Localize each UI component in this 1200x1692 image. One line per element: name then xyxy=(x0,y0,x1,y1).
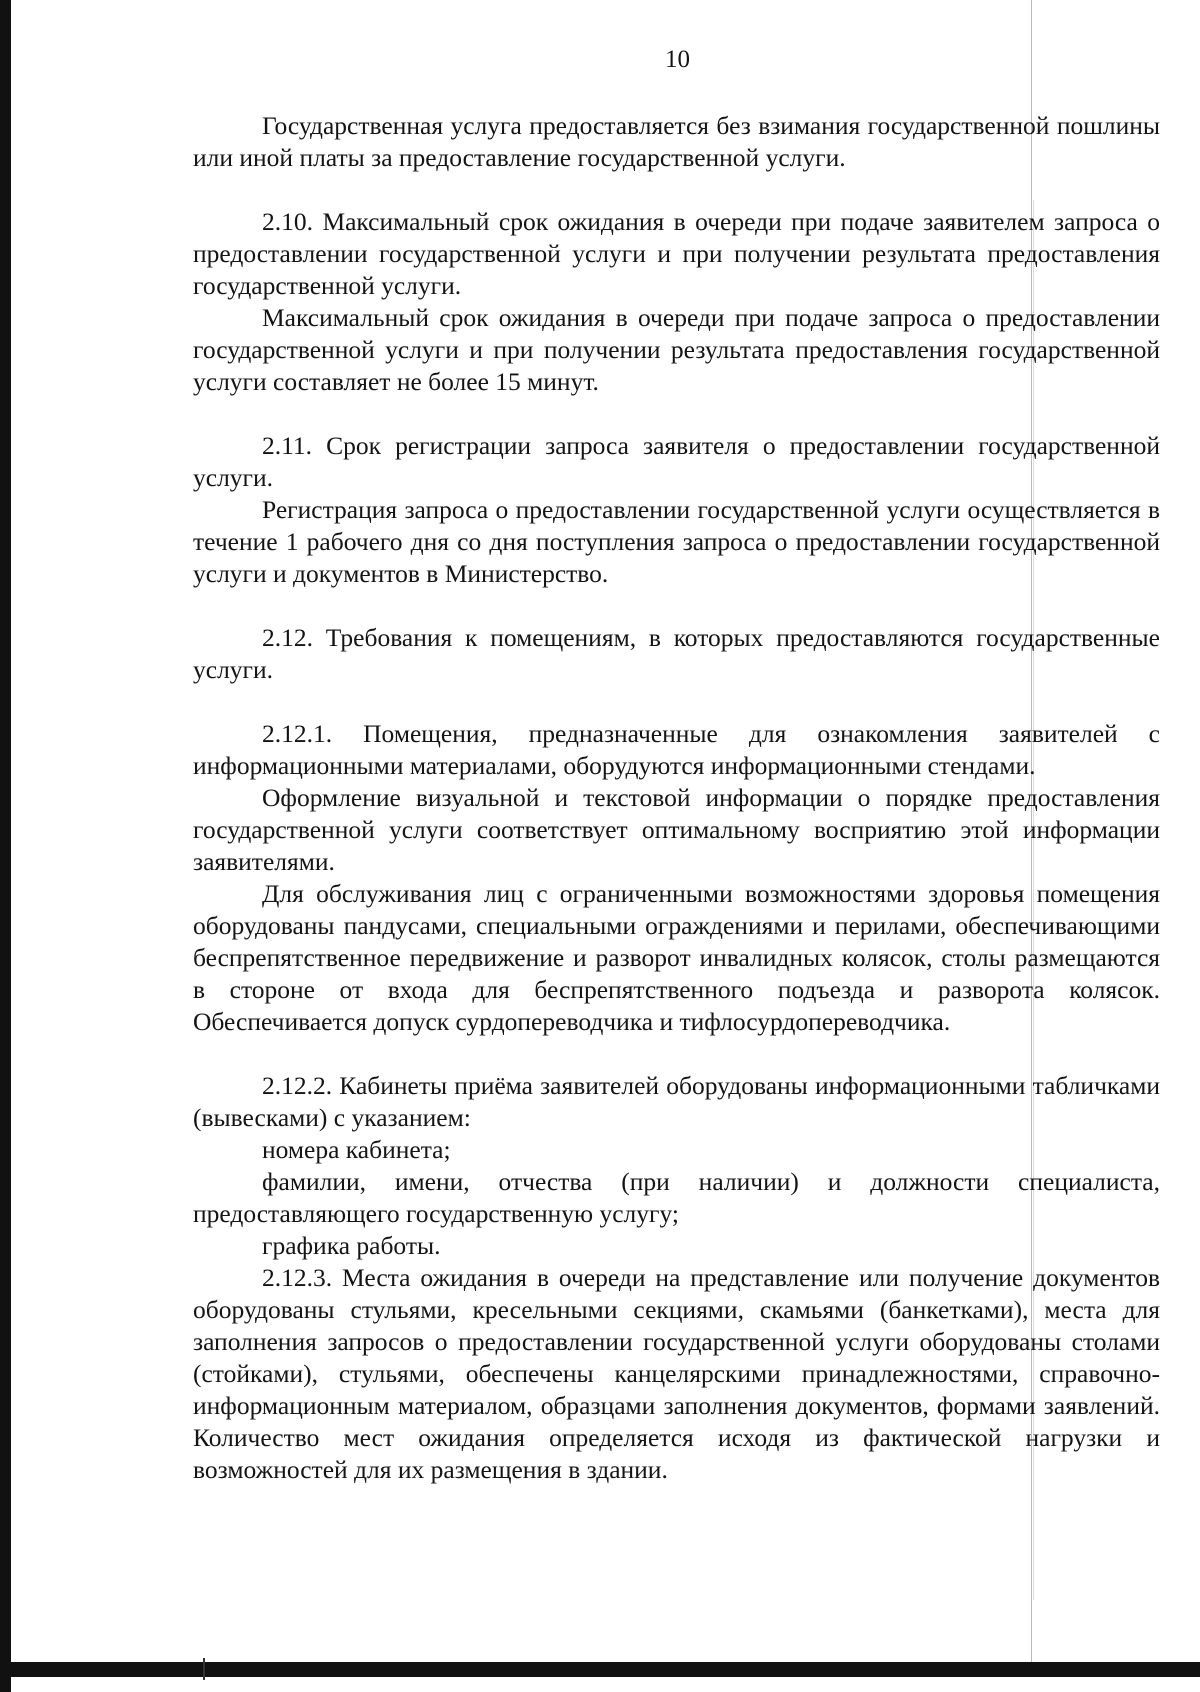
paragraph-2-11-heading: 2.11. Срок регистрации запроса заявителя о предоставлении государственной услуги. xyxy=(193,431,1160,492)
paragraph-2-12-2: 2.12.2. Кабинеты приёма заявителей оборудованы информационными табличками (вывесками) с указанием: xyxy=(193,1071,1160,1132)
scan-left-edge xyxy=(0,0,11,1692)
paragraph-fee: Государственная услуга предоставляется без взимания государственной пошлины или иной платы за предоставление государственной услуги. xyxy=(193,111,1160,172)
paragraph-2-12-1: 2.12.1. Помещения, предназначенные для ознакомления заявителей с информационными материалами, оборудуются информационными стендами. xyxy=(193,719,1160,780)
paragraph-2-10-body: Максимальный срок ожидания в очереди при подаче запроса о предоставлении государственной услуги и при получении результата предоставления государственной услуги составляет не более 15 минут. xyxy=(193,303,1160,396)
paragraph-2-10-heading: 2.10. Максимальный срок ожидания в очереди при подаче заявителем запроса о предоставлении государственной услуги и при получении результата предоставления государственной услуги. xyxy=(193,207,1160,300)
paragraph-2-11-body: Регистрация запроса о предоставлении государственной услуги осуществляется в течение 1 рабочего дня со дня поступления запроса о предоставлении государственной услуги и документов в Министерство. xyxy=(193,495,1160,588)
scan-bottom-edge xyxy=(0,1662,1200,1677)
scan-bottom-tick xyxy=(203,1658,205,1680)
page-number: 10 xyxy=(665,46,690,73)
paragraph-visual-info: Оформление визуальной и текстовой информации о порядке предоставления государственной услуги соответствует оптимальному восприятию этой информации заявителями. xyxy=(193,783,1160,876)
list-item-specialist-name: фамилии, имени, отчества (при наличии) и должности специалиста, предоставляющего государственную услугу; xyxy=(193,1167,1160,1228)
list-item-room-number: номера кабинета; xyxy=(262,1135,451,1164)
paragraph-2-12-3: 2.12.3. Места ожидания в очереди на представление или получение документов оборудованы стульями, кресельными секциями, скамьями (банкетками), места для заполнения запросов о предоставлении государственной услуги оборудованы столами (стойками), стульями, обеспечены канцелярскими принадлежностями, справочно-информационным материалом, образцами заполнения документов, формами заявлений. Количество мест ожидания определяется исходя из фактической нагрузки и возможностей для их размещения в здании. xyxy=(193,1263,1160,1484)
list-item-schedule: графика работы. xyxy=(262,1231,441,1260)
document-body xyxy=(193,110,1160,1486)
paragraph-2-12-heading: 2.12. Требования к помещениям, в которых предоставляются государственные услуги. xyxy=(193,623,1160,684)
paragraph-accessibility: Для обслуживания лиц с ограниченными возможностями здоровья помещения оборудованы пандусами, специальными ограждениями и перилами, обеспечивающими беспрепятственное передвижение и разворот инвалидных колясок, столы размещаются в стороне от входа для беспрепятственного подъезда и разворота колясок. Обеспечивается допуск сурдопереводчика и тифлосурдопереводчика. xyxy=(193,879,1160,1036)
